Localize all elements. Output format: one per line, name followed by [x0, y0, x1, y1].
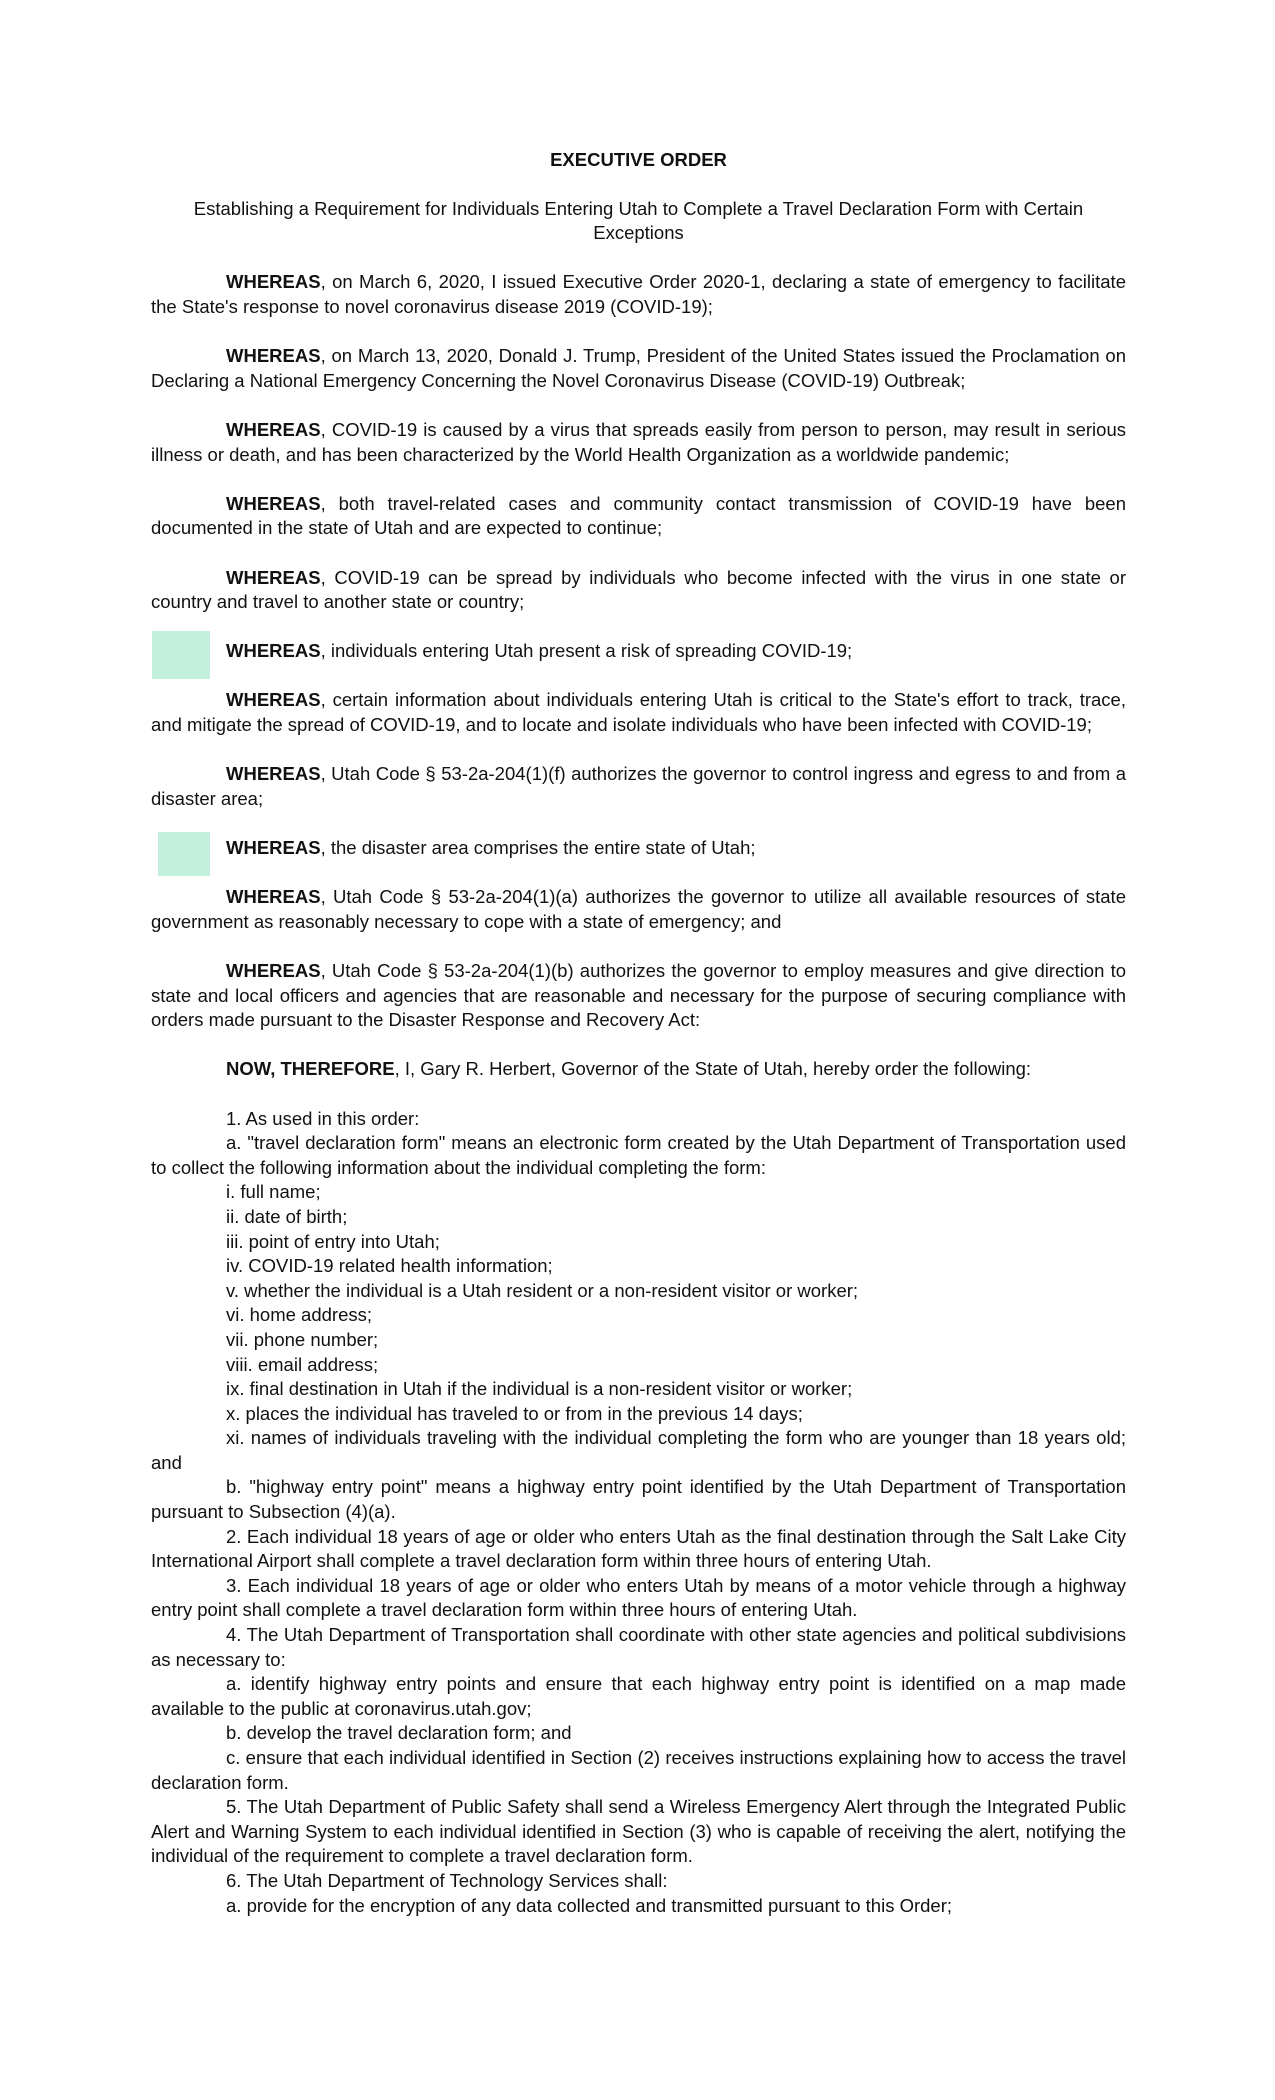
order-line: ii. date of birth; [226, 1205, 348, 1227]
order-list [151, 1107, 1126, 1919]
order-line: 4. The Utah Department of Transportation shall coordinate with other state agencies and political subdivisions as necessary to: [151, 1624, 1126, 1670]
order-line: x. places the individual has traveled to or from in the previous 14 days; [226, 1402, 803, 1424]
order-line: 3. Each individual 18 years of age or older who enters Utah by means of a motor vehicle through a highway entry point shall complete a travel declaration form within three hours of entering Utah. [151, 1574, 1126, 1621]
order-line: a. "travel declaration form" means an electronic form created by the Utah Department of Transportation used to collect the following information about the individual completing the form: [151, 1132, 1126, 1178]
whereas-paragraph [151, 270, 1126, 319]
order-line: 6. The Utah Department of Technology Services shall: [226, 1869, 668, 1891]
whereas-label: WHEREAS [226, 763, 321, 785]
order-line: b. develop the travel declaration form; and [226, 1722, 572, 1744]
whereas-text: , on March 6, 2020, I issued Executive Order 2020-1, declaring a state of emergency to facilitate the State's response to novel coronavirus disease 2019 (COVID-19); [151, 271, 1126, 317]
whereas-text: , certain information about individuals entering Utah is critical to the State's effort to track, trace, and mitigate the spread of COVID-19, and to locate and isolate individuals who have been infected with COVID-19; [151, 689, 1126, 736]
whereas-text: , individuals entering Utah present a risk of spreading COVID-19; [320, 640, 853, 662]
whereas-text: , Utah Code § 53-2a-204(1)(a) authorizes the governor to utilize all available resources of state government as reasonably necessary to cope with a state of emergency; and [151, 886, 1126, 932]
subtitle-line: Exceptions [593, 222, 684, 244]
whereas-text: , Utah Code § 53-2a-204(1)(f) authorizes the governor to control ingress and egress to and from a disaster area; [151, 763, 1126, 809]
whereas-label: WHEREAS [226, 271, 321, 293]
order-line: viii. email address; [226, 1353, 379, 1375]
order-line: iv. COVID-19 related health information; [226, 1255, 553, 1277]
now-therefore-text: , I, Gary R. Herbert, Governor of the State of Utah, hereby order the following: [394, 1058, 1032, 1080]
whereas-paragraph [151, 885, 1126, 934]
order-line: c. ensure that each individual identified in Section (2) receives instructions explaining how to access the travel declaration form. [151, 1747, 1126, 1793]
document-title: EXECUTIVE ORDER [550, 149, 727, 170]
order-line: xi. names of individuals traveling with the individual completing the form who are younger than 18 years old; and [151, 1427, 1126, 1473]
order-line: 1. As used in this order: [226, 1107, 420, 1129]
whereas-paragraph [151, 639, 1126, 664]
whereas-paragraph [151, 566, 1126, 615]
document-body [151, 148, 1126, 1918]
whereas-label: WHEREAS [226, 492, 321, 514]
whereas-label: WHEREAS [226, 566, 321, 588]
whereas-paragraph [151, 344, 1126, 393]
order-line: ix. final destination in Utah if the individual is a non-resident visitor or worker; [226, 1378, 853, 1400]
whereas-label: WHEREAS [226, 960, 321, 981]
whereas-text: , on March 13, 2020, Donald J. Trump, President of the United States issued the Proclamation on Declaring a National Emergency Concerning the Novel Coronavirus Disease (COVID-19) Outbreak; [151, 345, 1126, 391]
whereas-label: WHEREAS [226, 689, 321, 711]
whereas-paragraph [151, 688, 1126, 737]
whereas-paragraph [151, 418, 1126, 467]
whereas-text: , Utah Code § 53-2a-204(1)(b) authorizes the governor to employ measures and give direction to state and local officers and agencies that are reasonable and necessary for the purpose of securing compliance with orders made pursuant to the Disaster Response and Recovery Act: [151, 960, 1126, 1031]
whereas-label: WHEREAS [226, 886, 321, 908]
whereas-label: WHEREAS [226, 837, 321, 859]
whereas-paragraph [151, 492, 1126, 541]
whereas-text: , COVID-19 is caused by a virus that spreads easily from person to person, may result in serious illness or death, and has been characterized by the World Health Organization as a worldwide pandemic; [151, 418, 1126, 465]
now-therefore-paragraph [151, 1057, 1126, 1082]
whereas-label: WHEREAS [226, 640, 321, 662]
whereas-text: , both travel-related cases and community contact transmission of COVID-19 have been documented in the state of Utah and are expected to continue; [151, 492, 1126, 539]
order-line: v. whether the individual is a Utah resident or a non-resident visitor or worker; [226, 1279, 859, 1301]
document-subtitle [151, 197, 1126, 246]
order-line: a. identify highway entry points and ensure that each highway entry point is identified on a map made available to the public at coronavirus.utah.gov; [151, 1673, 1126, 1719]
now-therefore-label: NOW, THEREFORE [226, 1058, 395, 1080]
order-line: vi. home address; [226, 1304, 373, 1326]
order-line: vii. phone number; [226, 1328, 379, 1350]
whereas-paragraph [151, 959, 1126, 1033]
whereas-paragraph [151, 762, 1126, 811]
whereas-text: , the disaster area comprises the entire state of Utah; [320, 837, 756, 859]
order-line: iii. point of entry into Utah; [226, 1230, 440, 1252]
order-line: b. "highway entry point" means a highway entry point identified by the Utah Department of Transportation pursuant to Subsection (4)(a). [151, 1476, 1126, 1523]
order-line: 5. The Utah Department of Public Safety shall send a Wireless Emergency Alert through the Integrated Public Alert and Warning System to each individual identified in Section (3) who is capable of receiving the alert, notifying the individual of the requirement to complete a travel declaration form. [151, 1796, 1126, 1867]
whereas-text: , COVID-19 can be spread by individuals who become infected with the virus in one state or country and travel to another state or country; [151, 566, 1126, 613]
subtitle-line: Establishing a Requirement for Individuals Entering Utah to Complete a Travel Declaration Form with Certain [193, 197, 1084, 219]
whereas-label: WHEREAS [226, 418, 321, 440]
order-line: a. provide for the encryption of any data collected and transmitted pursuant to this Order; [226, 1894, 953, 1916]
order-line: i. full name; [226, 1181, 321, 1203]
order-line: 2. Each individual 18 years of age or older who enters Utah as the final destination through the Salt Lake City International Airport shall complete a travel declaration form within three hours of entering Utah. [151, 1525, 1126, 1572]
whereas-paragraph [151, 836, 1126, 861]
whereas-label: WHEREAS [226, 345, 321, 367]
